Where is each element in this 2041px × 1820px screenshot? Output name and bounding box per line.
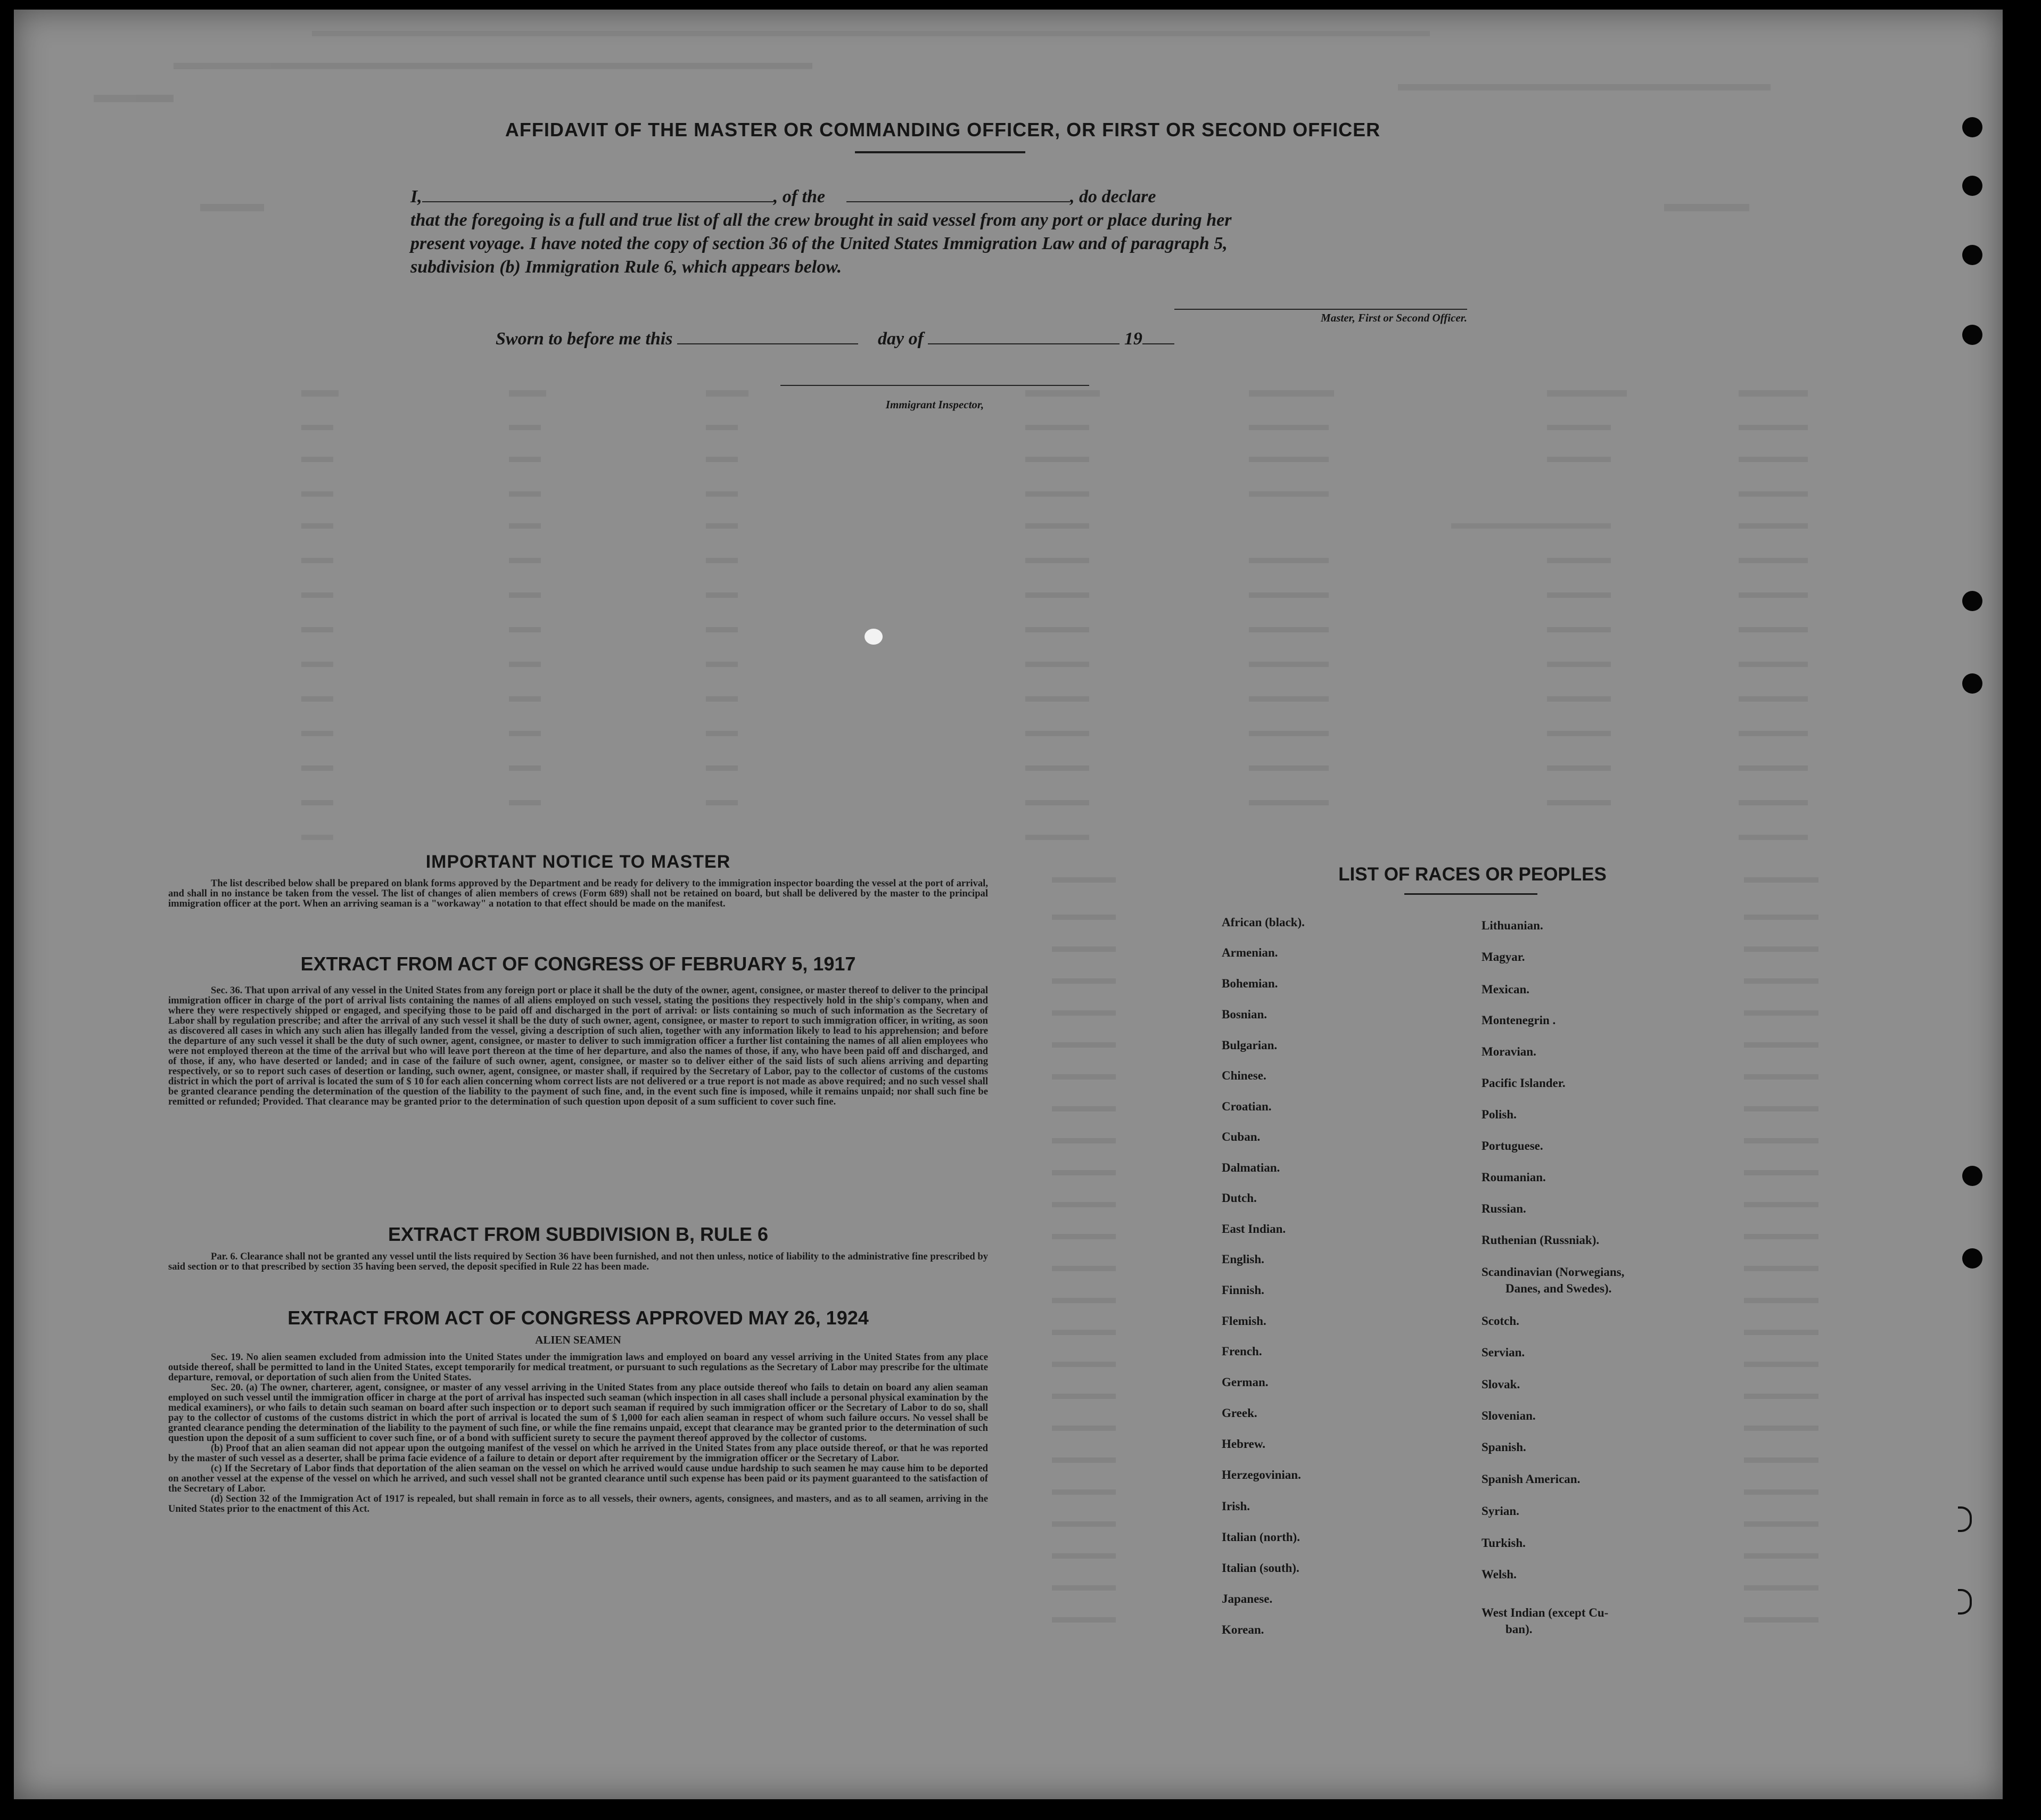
race-item: Finnish. [1222,1283,1264,1297]
section-20d-text: (d) Section 32 of the Immigration Act of 1917 is repealed, but shall remain in force as to all vessels, their owners, agents, consignees, and masters, and as to all seamen, arriving in the United States prior to the enactment of this Act. [168,1493,988,1514]
declaration-line-3: present voyage. I have noted the copy of section 36 of the United States Immigration Law and of paragraph 5, [410,234,1228,253]
declaration-line-4: subdivision (b) Immigration Rule 6, which appears below. [410,257,842,277]
punch-hole [1962,673,1982,694]
race-item: Herzegovinian. [1222,1468,1301,1481]
declaration-do-declare: , do declare [1070,187,1156,207]
race-item: Welsh. [1482,1568,1517,1581]
race-item: Irish. [1222,1500,1250,1513]
race-item: Bosnian. [1222,1008,1268,1021]
race-item: Roumanian. [1482,1171,1546,1184]
paper-blemish [865,629,883,645]
punch-hole [1962,245,1982,265]
race-item: German. [1222,1376,1269,1389]
inspector-signature-line [780,385,1089,386]
race-item: Lithuanian. [1482,919,1543,932]
race-item: Dutch. [1222,1191,1257,1205]
punch-hole [1962,176,1982,196]
master-signature-line [1174,309,1467,310]
sworn-year-blank [1142,331,1174,344]
race-item: Spanish American. [1482,1472,1581,1486]
race-item: Spanish. [1482,1440,1526,1454]
race-item: Dalmatian. [1222,1161,1280,1174]
race-item: Korean. [1222,1623,1264,1636]
master-caption: Master, First or Second Officer. [1321,311,1467,324]
race-item: Servian. [1482,1346,1525,1359]
document-page [14,10,2003,1799]
inspector-caption: Immigrant Inspector, [885,398,984,411]
extract-1924-body [168,1352,988,1514]
declaration-line-2: that the foregoing is a full and true list of all the crew brought in said vessel from any port or place during her [410,210,1232,230]
section-20c-text: (c) If the Secretary of Labor finds that deportation of the alien seaman on the vessel on which he arrived would cause undue hardship to such seamen he may cause him to be deported on another vessel at the expense of the vessel on which he arrived, and such vessel shall not be granted clearance until such expense has been paid or its payment guaranteed to the satisfaction of the Secretary of Labor. [168,1463,988,1494]
race-item: Chinese. [1222,1069,1266,1082]
race-item: Croatian. [1222,1100,1272,1113]
race-item: ban). [1505,1623,1533,1636]
race-item: Danes, and Swedes). [1505,1282,1612,1295]
declaration-block [410,185,1470,279]
section-20a-text: Sec. 20. (a) The owner, charterer, agent, consignee, or master of any vessel arriving in the United States from any place outside thereof who fails to detain on board any alien seaman employed on such vessel until the immigration officer in charge at the port of arrival has inspected such seaman (which inspection in all cases shall include a personal physical examination by the medical examiners), or who fails to detain such seaman on board after such inspection or to deport such seaman if required by such immigration officer or the Secretary of Labor to do so, shall pay to the collector of customs of the customs district in which the port of arrival is located the sum of $ 1,000 for each alien seaman in respect of whom such failure occurs. No vessel shall be granted clearance pending the determination of the liability to the payment of such fine, or while the fine remains unpaid, except that clearance may be granted prior to the determination of such question upon the deposit of a sum sufficient to cover such fine, or of a bond with sufficient surety to secure the payment thereof approved by the collector of customs. [168,1382,988,1444]
extract-1924-subheading: ALIEN SEAMEN [535,1333,621,1346]
section-20b-text: (b) Proof that an alien seaman did not appear upon the outgoing manifest of the vessel on which he arrived in the United States from any place outside thereof, or that he was reported by the master of such vessel as a deserter, shall be prima facie evidence of a failure to detain or deport after requirement by the immigration officer or the Secretary of Labor. [168,1443,988,1464]
affidavit-title: AFFIDAVIT OF THE MASTER OR COMMANDING OFFICER, OR FIRST OR SECOND OFFICER [505,119,1381,141]
punch-hole [1962,591,1982,611]
race-item: Magyar. [1482,950,1525,963]
race-item: Syrian. [1482,1504,1519,1518]
races-heading: LIST OF RACES OR PEOPLES [1338,864,1607,885]
extract-1917-heading: EXTRACT FROM ACT OF CONGRESS OF FEBRUARY 5, 1917 [300,953,856,975]
race-item: Greek. [1222,1406,1257,1420]
name-blank [422,188,773,202]
race-item: Japanese. [1222,1592,1273,1605]
sworn-line [496,329,1174,349]
punch-hole [1962,117,1982,137]
race-item: Italian (north). [1222,1530,1300,1544]
declaration-of-the: , of the [773,187,826,207]
punch-hole [1962,325,1982,345]
race-item: Montenegrin . [1482,1014,1556,1027]
race-item: Italian (south). [1222,1561,1299,1575]
race-item: Armenian. [1222,946,1278,959]
extract-1917-text: Sec. 36. That upon arrival of any vessel in the United States from any foreign port or place it shall be the duty of the owner, agent, consignee, or master thereof to deliver to the principal immigration officer in charge of the port of arrival lists containing the names of all aliens employed on such vessel, stating the positions they respectively hold in the ship's company, when and where they were respectively shipped or engaged, and specifying those to be paid off and discharged in the port of arrival: or lists containing so much of such information as the Secretary of Labor shall by regulation prescribe; and after the arrival of any such vessel it shall be the duty of such owner, agent, consignee, or master to report to such immigration officer, in writing, as soon as discovered all cases in which any such alien has illegally landed from the vessel, giving a description of such alien, together with any information likely to lead to his apprehension; and before the departure of any such vessel it shall be the duty of such owner, agent, consignee, or master to deliver to such immigration officer a further list containing the names of all alien employees who were not employed thereon at the time of the arrival but who will leave port thereon at the time of her departure, and also the names of those, if any, who have been paid off and discharged, and of those, if any, who have deserted or landed; and in case of the failure of such owner, agent, consignee, or master so to deliver either of the said lists of such aliens arriving and departing respectively, or so to report such cases of desertion or landing, such owner, agent, consignee, or master shall, if required by the Secretary of Labor, pay to the collector of customs of the customs district in which the port of arrival is located the sum of $ 10 for each alien concerning whom correct lists are not delivered or a true report is not made as above required; and no such vessel shall be granted clearance pending the determination of the question of the liability to the payment of such fine, and, in the event such fine is imposed, while it remains unpaid; nor shall such fine be remitted or refunded; Provided. That clearance may be granted prior to the determination of such question upon deposit of a sum sufficient to cover such fine. [168,985,988,1107]
race-item: Portuguese. [1482,1139,1543,1152]
notice-text: The list described below shall be prepared on blank forms approved by the Department and be ready for delivery to the immigration inspector boarding the vessel at the port of arrival, and shall in no instance be taken from the vessel. The list of changes of alien members of crews (Form 689) shall not be retained on board, but shall be delivered by the master to the principal immigration officer at the port. When an arriving seaman is a "workaway" a notation to that effect should be made on the manifest. [168,878,988,909]
race-item: Slovak. [1482,1378,1520,1391]
section-19-text: Sec. 19. No alien seamen excluded from admission into the United States under the immigration laws and employed on board any vessel arriving in the United States from any place outside thereof, shall be permitted to land in the United States, except temporarily for medical treatment, or pursuant to such regulations as the Secretary of Labor may prescribe for the ultimate departure, removal, or deportation of such alien from the United States. [168,1352,988,1383]
race-item: African (black). [1222,916,1305,929]
sworn-text: Sworn to before me this [496,329,673,349]
race-item: Scotch. [1482,1314,1519,1328]
notice-heading: IMPORTANT NOTICE TO MASTER [425,852,731,872]
sworn-year: 19 [1124,329,1142,349]
race-item: Bohemian. [1222,977,1278,990]
race-item: Russian. [1482,1202,1526,1215]
race-item: English. [1222,1253,1264,1266]
race-item: Moravian. [1482,1045,1536,1058]
race-item: French. [1222,1345,1262,1358]
race-item: West Indian (except Cu- [1482,1606,1609,1619]
race-item: Hebrew. [1222,1437,1265,1451]
extract-rule6-text: Par. 6. Clearance shall not be granted any vessel until the lists required by Section 36 have been furnished, and not then unless, notice of liability to the administrative fine prescribed by said section or to that prescribed by section 35 having been served, the deposit specified in Rule 22 has been made. [168,1251,988,1272]
races-underline [1404,893,1537,895]
declaration-i: I, [410,187,422,207]
race-item: East Indian. [1222,1222,1286,1236]
sworn-month-blank [928,331,1120,344]
race-item: Bulgarian. [1222,1039,1278,1052]
race-item: Pacific Islander. [1482,1076,1566,1090]
race-item: Polish. [1482,1108,1517,1121]
race-item: Cuban. [1222,1130,1261,1143]
extract-rule6-heading: EXTRACT FROM SUBDIVISION B, RULE 6 [388,1223,769,1245]
race-item: Slovenian. [1482,1409,1536,1422]
sworn-day-of: day of [877,329,924,349]
sworn-day-blank [677,331,858,344]
race-item: Ruthenian (Russniak). [1482,1233,1600,1247]
declaration-line-1 [410,185,1470,209]
title-underline [855,151,1025,153]
race-item: Scandinavian (Norwegians, [1482,1265,1625,1279]
extract-1924-heading: EXTRACT FROM ACT OF CONGRESS APPROVED MAY 26, 1924 [287,1307,869,1329]
race-item: Mexican. [1482,983,1530,996]
vessel-blank [846,188,1070,202]
race-item: Turkish. [1482,1536,1526,1550]
punch-hole [1962,1248,1982,1269]
punch-hole [1962,1166,1982,1186]
race-item: Flemish. [1222,1314,1266,1328]
